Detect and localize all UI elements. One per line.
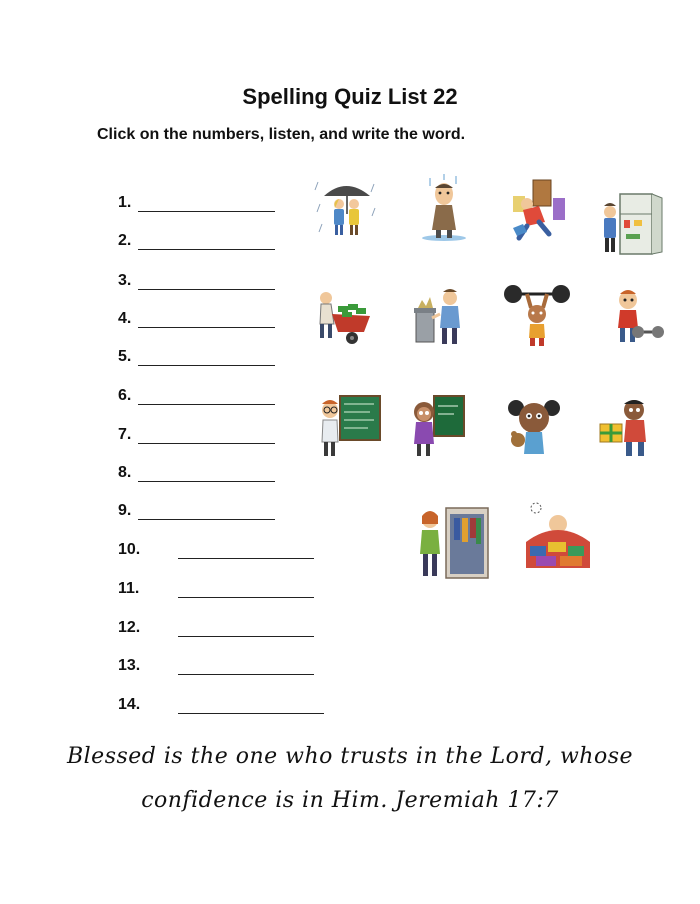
answer-field-2[interactable] — [138, 232, 275, 250]
page-title: Spelling Quiz List 22 — [242, 84, 458, 109]
trash-can-man-icon[interactable] — [410, 284, 478, 352]
answer-field-7[interactable] — [138, 426, 275, 444]
number-11-audio-link[interactable]: 11. — [118, 580, 140, 597]
number-5-audio-link[interactable]: 5. — [118, 348, 132, 365]
answer-field-8[interactable] — [138, 464, 275, 482]
verse-line-2: confidence is in Him. Jeremiah 17:7 — [141, 788, 559, 813]
open-refrigerator-icon[interactable] — [596, 190, 664, 258]
number-10-audio-link[interactable]: 10. — [118, 541, 141, 558]
clothes-pile-icon[interactable] — [522, 498, 594, 574]
number-1-audio-link[interactable]: 1. — [118, 194, 132, 211]
number-7-audio-link[interactable]: 7. — [118, 426, 132, 443]
verse-line-1: Blessed is the one who trusts in the Lord, whose — [66, 744, 634, 769]
instructions: Click on the numbers, listen, and write the word. — [97, 126, 466, 143]
teacher-chalkboard-icon[interactable] — [314, 392, 382, 460]
answer-field-13[interactable] — [178, 657, 314, 675]
rain-umbrella-couple-icon[interactable] — [312, 174, 380, 242]
answer-field-5[interactable] — [138, 348, 275, 366]
carrying-furniture-icon[interactable] — [505, 176, 573, 244]
number-14-audio-link[interactable]: 14. — [118, 696, 141, 713]
heavy-dumbbell-icon[interactable] — [598, 282, 666, 350]
number-3-audio-link[interactable]: 3. — [118, 272, 132, 289]
answer-field-6[interactable] — [138, 387, 275, 405]
weightlifter-icon[interactable] — [503, 282, 571, 350]
number-8-audio-link[interactable]: 8. — [118, 464, 132, 481]
money-wheelbarrow-icon[interactable] — [308, 284, 376, 352]
answer-field-14[interactable] — [178, 696, 324, 714]
answer-field-10[interactable] — [178, 541, 314, 559]
answer-field-12[interactable] — [178, 619, 314, 637]
answer-field-1[interactable] — [138, 194, 275, 212]
answer-field-3[interactable] — [138, 272, 275, 290]
boy-gift-icon[interactable] — [594, 394, 662, 462]
closet-woman-icon[interactable] — [412, 504, 492, 582]
answer-field-4[interactable] — [138, 310, 275, 328]
answer-field-11[interactable] — [178, 580, 314, 598]
number-9-audio-link[interactable]: 9. — [118, 502, 132, 519]
soaked-man-icon[interactable] — [410, 174, 478, 242]
girl-teddy-bear-icon[interactable] — [500, 394, 568, 462]
number-12-audio-link[interactable]: 12. — [118, 619, 141, 636]
girl-chalkboard-icon[interactable] — [404, 392, 472, 460]
number-13-audio-link[interactable]: 13. — [118, 657, 141, 674]
answer-field-9[interactable] — [138, 502, 275, 520]
number-6-audio-link[interactable]: 6. — [118, 387, 132, 404]
number-2-audio-link[interactable]: 2. — [118, 232, 132, 249]
number-4-audio-link[interactable]: 4. — [118, 310, 132, 327]
